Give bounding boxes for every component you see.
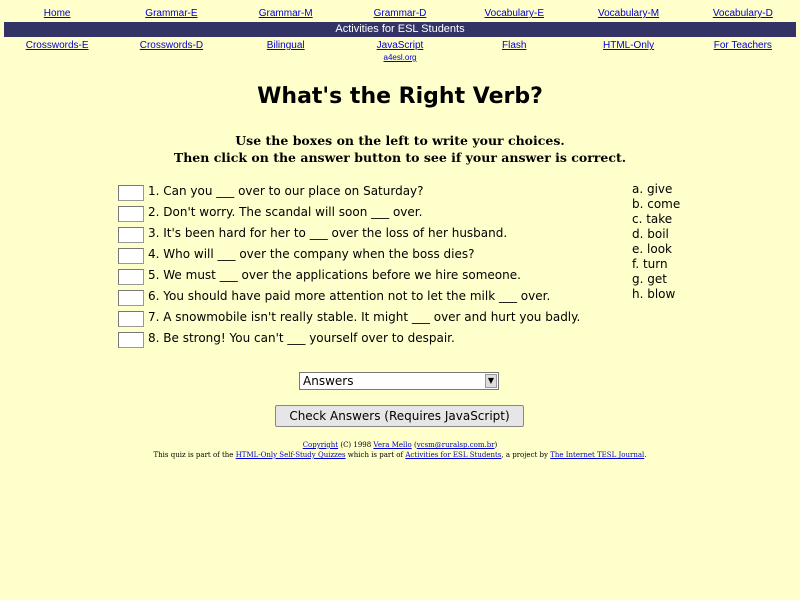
question-list (118, 180, 638, 348)
page-title: What's the Right Verb? (257, 84, 543, 109)
answer-input-6[interactable] (118, 290, 144, 306)
answer-input-7[interactable] (118, 311, 144, 327)
footer-text: , a project by (501, 451, 551, 459)
answer-input-2[interactable] (118, 206, 144, 222)
question-text: 3. It's been hard for her to ___ over the loss of her husband. (148, 225, 508, 240)
answers-select-value: Answers (303, 374, 354, 388)
question-text: 5. We must ___ over the applications before we hire someone. (148, 267, 521, 282)
quizzes-link[interactable]: HTML-Only Self-Study Quizzes (235, 451, 346, 459)
copyright-text: (C) 1998 (338, 441, 374, 449)
email-open: ( (411, 441, 417, 449)
copyright-link[interactable]: Copyright (302, 441, 339, 449)
answer-input-3[interactable] (118, 227, 144, 243)
question-row (118, 306, 638, 327)
question-row (118, 327, 638, 348)
footer-attribution (0, 451, 800, 459)
top-nav (0, 8, 800, 19)
choice-item: g. get (632, 272, 667, 286)
question-text: 6. You should have paid more attention not to let the milk ___ over. (148, 288, 551, 303)
nav-link-for-teachers[interactable]: For Teachers (713, 40, 772, 51)
question-row (118, 222, 638, 243)
nav-link-bilingual[interactable]: Bilingual (266, 40, 305, 51)
choice-item: a. give (632, 182, 673, 196)
nav-link-grammar-d[interactable]: Grammar-D (373, 8, 427, 19)
nav-link-vocabulary-m[interactable]: Vocabulary-M (597, 8, 660, 19)
question-text: 1. Can you ___ over to our place on Saturday? (148, 183, 424, 198)
question-row (118, 180, 638, 201)
email-link[interactable]: vcsm@ruralsp.com.br (416, 441, 495, 449)
choice-item: c. take (632, 212, 673, 226)
question-row (118, 201, 638, 222)
nav-link-crosswords-d[interactable]: Crosswords-D (139, 40, 204, 51)
nav-link-grammar-e[interactable]: Grammar-E (145, 8, 198, 19)
question-text: 8. Be strong! You can't ___ yourself over to despair. (148, 330, 455, 345)
question-text: 4. Who will ___ over the company when the boss dies? (148, 246, 475, 261)
nav-link-javascript[interactable]: JavaScript (376, 40, 424, 51)
footer-text: This quiz is part of the (153, 451, 236, 459)
nav-link-crosswords-e[interactable]: Crosswords-E (25, 40, 89, 51)
choice-item: h. blow (632, 287, 676, 301)
question-text: 2. Don't worry. The scandal will soon ___ over. (148, 204, 423, 219)
answers-select[interactable] (299, 372, 499, 390)
bottom-nav (0, 40, 800, 51)
check-answers-button[interactable]: Check Answers (Requires JavaScript) (275, 405, 524, 427)
author-link[interactable]: Vera Mello (373, 441, 412, 449)
choice-list (632, 182, 680, 302)
answer-input-5[interactable] (118, 269, 144, 285)
question-row (118, 285, 638, 306)
answer-input-8[interactable] (118, 332, 144, 348)
instructions-line-2: Then click on the answer button to see if your answer is correct. (173, 150, 627, 165)
choice-item: f. turn (632, 257, 668, 271)
question-text: 7. A snowmobile isn't really stable. It might ___ over and hurt you badly. (148, 309, 581, 324)
instructions (0, 132, 800, 166)
journal-link[interactable]: The Internet TESL Journal (550, 451, 645, 459)
choice-item: b. come (632, 197, 681, 211)
question-row (118, 264, 638, 285)
nav-link-vocabulary-e[interactable]: Vocabulary-E (484, 8, 544, 19)
nav-link-vocabulary-d[interactable]: Vocabulary-D (712, 8, 773, 19)
answer-input-4[interactable] (118, 248, 144, 264)
chevron-down-icon[interactable]: ▼ (485, 374, 497, 388)
nav-link-html-only[interactable]: HTML-Only (602, 40, 655, 51)
site-tag-link[interactable]: a4esl.org (383, 53, 417, 62)
nav-link-home[interactable]: Home (43, 8, 71, 19)
footer-text: . (644, 451, 647, 459)
choice-item: d. boil (632, 227, 669, 241)
question-row (118, 243, 638, 264)
nav-link-grammar-m[interactable]: Grammar-M (258, 8, 313, 19)
activities-link[interactable]: Activities for ESL Students (405, 451, 502, 459)
answer-input-1[interactable] (118, 185, 144, 201)
footer-copyright (0, 441, 800, 449)
footer-text: which is part of (345, 451, 406, 459)
instructions-line-1: Use the boxes on the left to write your choices. (235, 133, 565, 148)
site-banner: Activities for ESL Students (4, 22, 796, 37)
nav-link-flash[interactable]: Flash (502, 40, 527, 51)
email-close: ) (494, 441, 498, 449)
choice-item: e. look (632, 242, 672, 256)
